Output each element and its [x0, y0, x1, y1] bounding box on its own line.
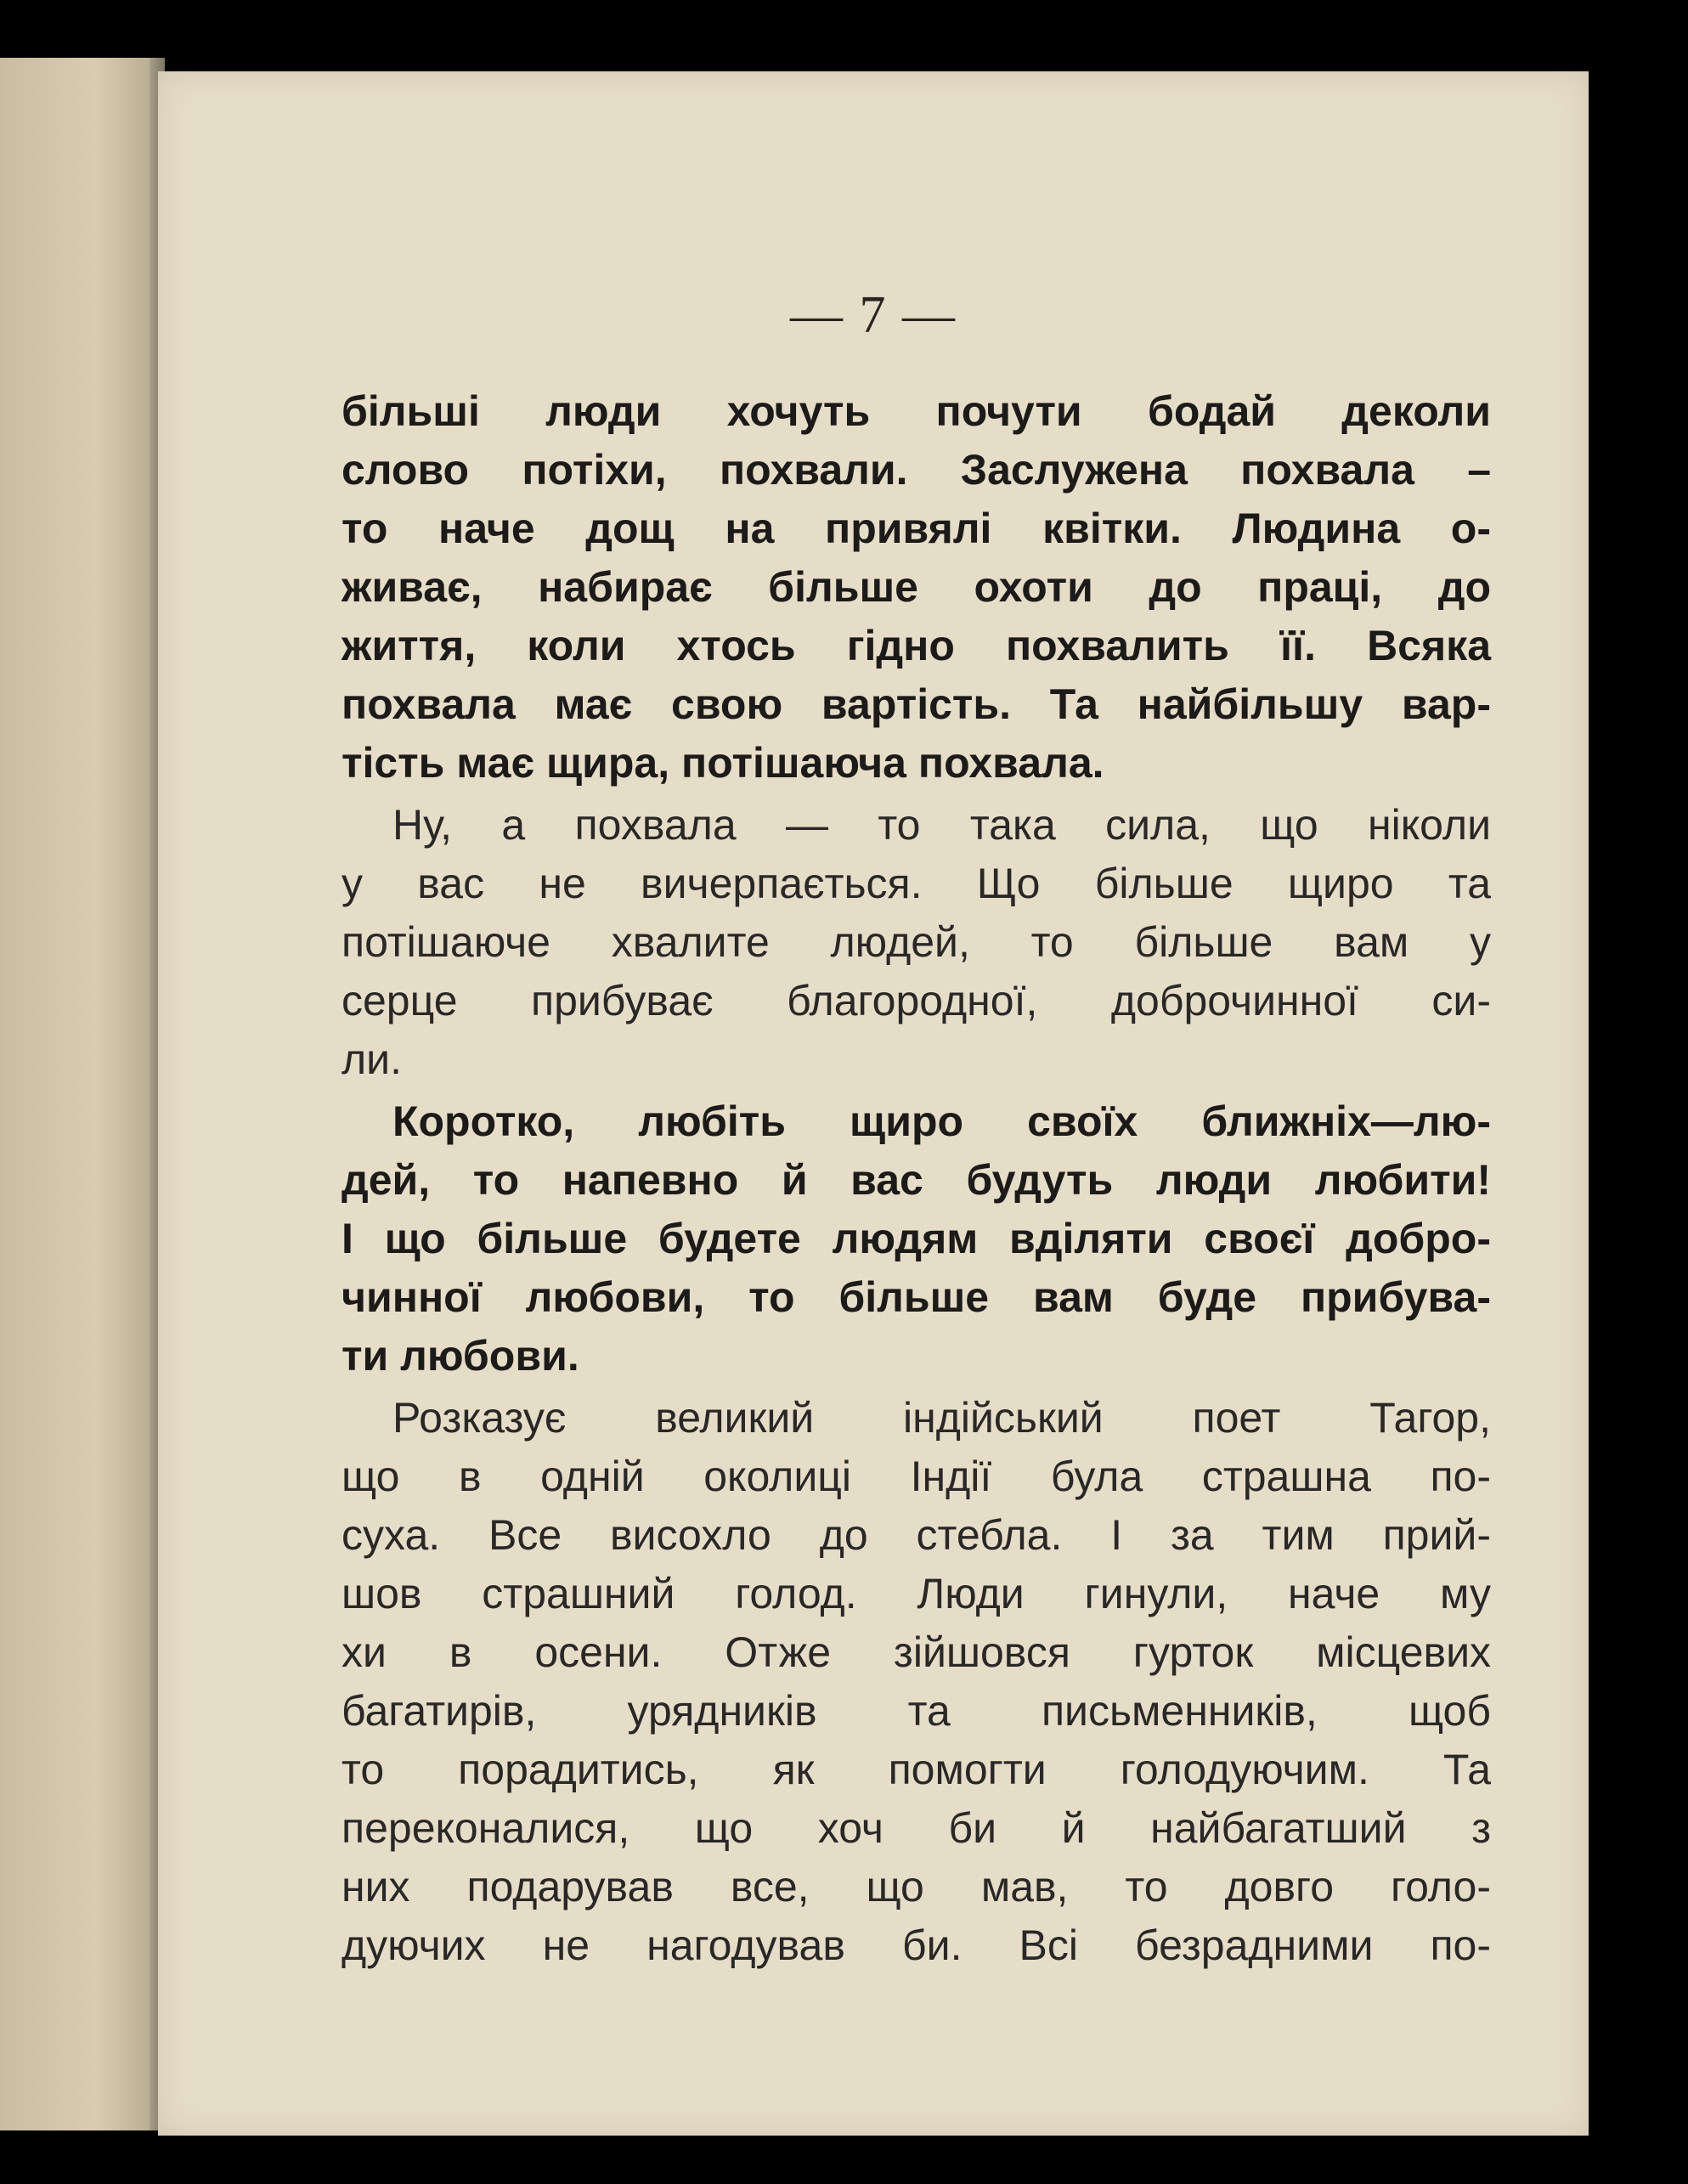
text-line: дей, то напевно й вас будуть люди любити! — [342, 1156, 1491, 1204]
paragraph-2 — [342, 796, 1491, 1089]
text-line: життя, коли хтось гідно похвалить її. Всяка — [342, 622, 1491, 669]
text-line: дуючих не нагодував би. Всі безрадними по- — [342, 1922, 1491, 1969]
text-line: ти любови. — [342, 1332, 579, 1380]
text-line: у вас не вичерпається. Що більше щиро та — [342, 860, 1491, 907]
paragraph-4 — [342, 1389, 1491, 1975]
text-line: них подарував все, що мав, то довго голо- — [342, 1863, 1491, 1910]
text-line: переконалися, що хоч би й найбагатший з — [342, 1804, 1491, 1852]
book-page — [158, 71, 1589, 2136]
text-line: хи в осени. Отже зійшовся гурток місцевих — [342, 1628, 1491, 1676]
text-line: то порадитись, як помогти голодуючим. Та — [342, 1746, 1491, 1793]
text-line: Ну, а похвала — то така сила, що ніколи — [392, 801, 1491, 849]
text-line: шов страшний голод. Люди гинули, наче му — [342, 1570, 1491, 1617]
text-line: Розказує великий індійський поет Тагор, — [392, 1394, 1491, 1442]
text-line: що в одній околиці Індії була страшна по- — [342, 1453, 1491, 1500]
text-line: живає, набирає більше охоти до праці, до — [342, 563, 1491, 611]
text-line: серце прибуває благородної, доброчинної си- — [342, 977, 1491, 1024]
page-number: — 7 — — [790, 286, 957, 344]
text-line: І що більше будете людям вділяти своєї добро- — [342, 1215, 1491, 1262]
text-line: багатирів, урядників та письменників, щоб — [342, 1687, 1491, 1735]
text-line: слово потіхи, похвали. Заслужена похвала – — [342, 446, 1491, 494]
text-line: то наче дощ на привялі квітки. Людина о- — [342, 505, 1491, 552]
text-line: чинної любови, то більше вам буде прибува- — [342, 1273, 1491, 1321]
paragraph-1 — [342, 382, 1491, 793]
text-line: ли. — [342, 1036, 402, 1083]
text-line: суха. Все висохло до стебла. І за тим прий- — [342, 1511, 1491, 1559]
text-line: потішаюче хвалите людей, то більше вам у — [342, 918, 1491, 966]
paragraph-3 — [342, 1092, 1491, 1385]
text-line: похвала має свою вартість. Та найбільшу вар- — [342, 680, 1491, 728]
text-line: тість має щира, потішаюча похвала. — [342, 739, 1104, 787]
left-page-edge — [0, 58, 160, 2130]
text-line: Коротко, любіть щиро своїх ближніх—лю- — [392, 1098, 1491, 1145]
text-line: більші люди хочуть почути бодай деколи — [342, 387, 1491, 435]
body-text — [342, 382, 1491, 1975]
